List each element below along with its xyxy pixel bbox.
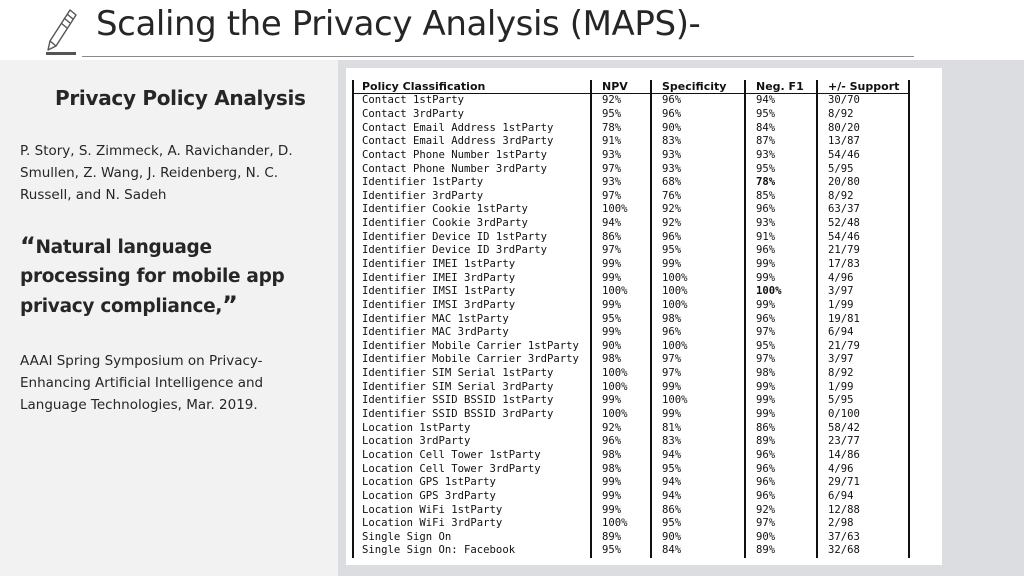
table-row: [353, 244, 909, 258]
table-row: [353, 149, 909, 163]
cell-npv: 78%: [591, 121, 651, 135]
cell-specificity: 93%: [651, 149, 745, 163]
table-row: [353, 94, 909, 108]
cell-support: 8/92: [817, 367, 909, 381]
open-quote-mark: “: [20, 232, 36, 260]
paper-title-text: Natural language processing for mobile app privacy compliance,: [20, 237, 285, 317]
cell-classification: Contact Email Address 3rdParty: [353, 135, 591, 149]
cell-classification: Identifier 3rdParty: [353, 189, 591, 203]
cell-neg-f1: 87%: [745, 135, 817, 149]
cell-classification: Single Sign On: [353, 531, 591, 545]
cell-specificity: 96%: [651, 326, 745, 340]
table-row: [353, 108, 909, 122]
cell-neg-f1: 84%: [745, 121, 817, 135]
cell-support: 8/92: [817, 189, 909, 203]
table-row: [353, 271, 909, 285]
cell-classification: Contact Phone Number 3rdParty: [353, 162, 591, 176]
cell-neg-f1: 93%: [745, 149, 817, 163]
cell-npv: 94%: [591, 217, 651, 231]
cell-neg-f1: 95%: [745, 108, 817, 122]
cell-neg-f1: 97%: [745, 326, 817, 340]
cell-specificity: 95%: [651, 462, 745, 476]
cell-support: 29/71: [817, 476, 909, 490]
cell-support: 6/94: [817, 326, 909, 340]
cell-npv: 99%: [591, 326, 651, 340]
cell-neg-f1: 89%: [745, 435, 817, 449]
pencil-icon: [42, 8, 80, 58]
table-row: [353, 380, 909, 394]
cell-classification: Contact 1stParty: [353, 94, 591, 108]
cell-support: 2/98: [817, 517, 909, 531]
cell-specificity: 83%: [651, 435, 745, 449]
table-row: [353, 312, 909, 326]
cell-npv: 99%: [591, 299, 651, 313]
cell-neg-f1: 86%: [745, 421, 817, 435]
cell-support: 1/99: [817, 380, 909, 394]
cell-specificity: 90%: [651, 531, 745, 545]
cell-support: 30/70: [817, 94, 909, 108]
cell-npv: 100%: [591, 408, 651, 422]
cell-classification: Identifier IMEI 1stParty: [353, 258, 591, 272]
cell-neg-f1: 85%: [745, 189, 817, 203]
cell-neg-f1: 97%: [745, 517, 817, 531]
cell-specificity: 97%: [651, 353, 745, 367]
title-divider: [82, 56, 914, 57]
cell-support: 52/48: [817, 217, 909, 231]
cell-specificity: 86%: [651, 503, 745, 517]
cell-neg-f1: 96%: [745, 312, 817, 326]
section-subtitle: Privacy Policy Analysis: [55, 86, 306, 110]
cell-specificity: 92%: [651, 217, 745, 231]
cell-classification: Identifier Mobile Carrier 1stParty: [353, 340, 591, 354]
table-row: [353, 367, 909, 381]
table-row: [353, 189, 909, 203]
cell-support: 21/79: [817, 244, 909, 258]
table-row: [353, 299, 909, 313]
cell-support: 13/87: [817, 135, 909, 149]
cell-npv: 92%: [591, 421, 651, 435]
cell-classification: Location Cell Tower 3rdParty: [353, 462, 591, 476]
cell-npv: 100%: [591, 380, 651, 394]
paper-title-quote: [20, 232, 320, 321]
cell-neg-f1: 99%: [745, 380, 817, 394]
header-specificity: Specificity: [651, 80, 745, 94]
cell-specificity: 93%: [651, 162, 745, 176]
cell-npv: 93%: [591, 149, 651, 163]
cell-neg-f1: 93%: [745, 217, 817, 231]
table-row: [353, 230, 909, 244]
cell-neg-f1: 96%: [745, 203, 817, 217]
results-table-panel: [346, 68, 942, 565]
table-row: [353, 353, 909, 367]
cell-neg-f1: 89%: [745, 544, 817, 558]
cell-npv: 99%: [591, 503, 651, 517]
cell-specificity: 95%: [651, 244, 745, 258]
table-row: [353, 544, 909, 558]
cell-support: 32/68: [817, 544, 909, 558]
cell-support: 4/96: [817, 462, 909, 476]
cell-npv: 97%: [591, 162, 651, 176]
cell-specificity: 100%: [651, 340, 745, 354]
cell-specificity: 68%: [651, 176, 745, 190]
cell-neg-f1: 96%: [745, 490, 817, 504]
cell-support: 3/97: [817, 285, 909, 299]
table-row: [353, 340, 909, 354]
cell-neg-f1: 96%: [745, 244, 817, 258]
cell-classification: Identifier MAC 3rdParty: [353, 326, 591, 340]
table-row: [353, 449, 909, 463]
table-row: [353, 394, 909, 408]
cell-specificity: 99%: [651, 408, 745, 422]
table-row: [353, 203, 909, 217]
cell-neg-f1: 96%: [745, 462, 817, 476]
cell-npv: 100%: [591, 285, 651, 299]
cell-npv: 98%: [591, 462, 651, 476]
cell-specificity: 81%: [651, 421, 745, 435]
cell-specificity: 100%: [651, 299, 745, 313]
cell-specificity: 90%: [651, 121, 745, 135]
cell-neg-f1: 99%: [745, 258, 817, 272]
cell-specificity: 99%: [651, 380, 745, 394]
cell-npv: 92%: [591, 94, 651, 108]
cell-classification: Identifier 1stParty: [353, 176, 591, 190]
cell-support: 3/97: [817, 353, 909, 367]
cell-classification: Location WiFi 1stParty: [353, 503, 591, 517]
cell-neg-f1: 78%: [745, 176, 817, 190]
table-row: [353, 421, 909, 435]
cell-specificity: 94%: [651, 490, 745, 504]
table-row: [353, 476, 909, 490]
cell-neg-f1: 95%: [745, 162, 817, 176]
cell-neg-f1: 90%: [745, 531, 817, 545]
cell-npv: 90%: [591, 340, 651, 354]
cell-classification: Identifier SSID BSSID 3rdParty: [353, 408, 591, 422]
cell-specificity: 84%: [651, 544, 745, 558]
cell-specificity: 96%: [651, 108, 745, 122]
cell-support: 20/80: [817, 176, 909, 190]
cell-support: 54/46: [817, 149, 909, 163]
cell-npv: 99%: [591, 271, 651, 285]
cell-support: 63/37: [817, 203, 909, 217]
cell-specificity: 100%: [651, 394, 745, 408]
cell-classification: Location GPS 3rdParty: [353, 490, 591, 504]
cell-classification: Identifier Device ID 1stParty: [353, 230, 591, 244]
header-support: +/- Support: [817, 80, 909, 94]
cell-neg-f1: 99%: [745, 299, 817, 313]
table-row: [353, 326, 909, 340]
cell-npv: 99%: [591, 476, 651, 490]
cell-npv: 99%: [591, 258, 651, 272]
cell-specificity: 96%: [651, 230, 745, 244]
cell-npv: 95%: [591, 108, 651, 122]
cell-specificity: 97%: [651, 367, 745, 381]
page-title: Scaling the Privacy Analysis (MAPS)-: [96, 4, 701, 44]
cell-neg-f1: 92%: [745, 503, 817, 517]
cell-specificity: 98%: [651, 312, 745, 326]
cell-classification: Contact Phone Number 1stParty: [353, 149, 591, 163]
cell-npv: 98%: [591, 449, 651, 463]
cell-specificity: 92%: [651, 203, 745, 217]
cell-specificity: 95%: [651, 517, 745, 531]
cell-npv: 97%: [591, 189, 651, 203]
cell-neg-f1: 98%: [745, 367, 817, 381]
cell-neg-f1: 91%: [745, 230, 817, 244]
table-header-row: [353, 80, 909, 94]
cell-support: 1/99: [817, 299, 909, 313]
cell-classification: Identifier SIM Serial 1stParty: [353, 367, 591, 381]
cell-npv: 95%: [591, 312, 651, 326]
cell-classification: Identifier SSID BSSID 1stParty: [353, 394, 591, 408]
cell-classification: Identifier SIM Serial 3rdParty: [353, 380, 591, 394]
cell-specificity: 100%: [651, 271, 745, 285]
venue-text: AAAI Spring Symposium on Privacy-Enhancing Artificial Intelligence and Language Technologies, Mar. 2019.: [20, 353, 264, 413]
cell-support: 19/81: [817, 312, 909, 326]
cell-neg-f1: 96%: [745, 476, 817, 490]
cell-npv: 99%: [591, 490, 651, 504]
header-npv: NPV: [591, 80, 651, 94]
cell-classification: Identifier IMSI 1stParty: [353, 285, 591, 299]
cell-support: 21/79: [817, 340, 909, 354]
table-row: [353, 285, 909, 299]
cell-classification: Location Cell Tower 1stParty: [353, 449, 591, 463]
cell-support: 0/100: [817, 408, 909, 422]
cell-classification: Identifier MAC 1stParty: [353, 312, 591, 326]
authors-text: P. Story, S. Zimmeck, A. Ravichander, D. Smullen, Z. Wang, J. Reidenberg, N. C. Russell, and N. Sadeh: [20, 143, 293, 203]
cell-support: 6/94: [817, 490, 909, 504]
table-row: [353, 490, 909, 504]
cell-neg-f1: 96%: [745, 449, 817, 463]
cell-specificity: 94%: [651, 476, 745, 490]
cell-neg-f1: 99%: [745, 271, 817, 285]
table-row: [353, 258, 909, 272]
cell-npv: 100%: [591, 203, 651, 217]
cell-npv: 100%: [591, 517, 651, 531]
cell-specificity: 94%: [651, 449, 745, 463]
cell-npv: 86%: [591, 230, 651, 244]
cell-npv: 99%: [591, 394, 651, 408]
cell-support: 80/20: [817, 121, 909, 135]
cell-npv: 98%: [591, 353, 651, 367]
cell-classification: Location 3rdParty: [353, 435, 591, 449]
cell-support: 5/95: [817, 162, 909, 176]
cell-neg-f1: 95%: [745, 340, 817, 354]
cell-classification: Contact 3rdParty: [353, 108, 591, 122]
table-row: [353, 503, 909, 517]
cell-npv: 96%: [591, 435, 651, 449]
table-row: [353, 435, 909, 449]
cell-support: 14/86: [817, 449, 909, 463]
table-row: [353, 531, 909, 545]
cell-classification: Single Sign On: Facebook: [353, 544, 591, 558]
cell-neg-f1: 99%: [745, 408, 817, 422]
cell-classification: Location WiFi 3rdParty: [353, 517, 591, 531]
cell-npv: 89%: [591, 531, 651, 545]
cell-specificity: 96%: [651, 94, 745, 108]
cell-neg-f1: 94%: [745, 94, 817, 108]
cell-specificity: 76%: [651, 189, 745, 203]
cell-classification: Location GPS 1stParty: [353, 476, 591, 490]
cell-classification: Identifier Mobile Carrier 3rdParty: [353, 353, 591, 367]
table-row: [353, 121, 909, 135]
cell-neg-f1: 100%: [745, 285, 817, 299]
cell-npv: 91%: [591, 135, 651, 149]
cell-npv: 95%: [591, 544, 651, 558]
cell-support: 5/95: [817, 394, 909, 408]
cell-npv: 100%: [591, 367, 651, 381]
cell-npv: 93%: [591, 176, 651, 190]
cell-classification: Identifier Cookie 3rdParty: [353, 217, 591, 231]
table-body: [353, 94, 909, 558]
table-row: [353, 176, 909, 190]
cell-support: 8/92: [817, 108, 909, 122]
table-row: [353, 408, 909, 422]
cell-support: 23/77: [817, 435, 909, 449]
cell-npv: 97%: [591, 244, 651, 258]
classification-results-table: [352, 80, 910, 558]
cell-specificity: 83%: [651, 135, 745, 149]
cell-neg-f1: 97%: [745, 353, 817, 367]
cell-classification: Contact Email Address 1stParty: [353, 121, 591, 135]
table-row: [353, 135, 909, 149]
cell-classification: Identifier IMSI 3rdParty: [353, 299, 591, 313]
table-row: [353, 517, 909, 531]
table-row: [353, 217, 909, 231]
cell-support: 54/46: [817, 230, 909, 244]
close-quote-mark: ”: [222, 291, 238, 319]
cell-support: 12/88: [817, 503, 909, 517]
header-neg-f1: Neg. F1: [745, 80, 817, 94]
cell-classification: Identifier Cookie 1stParty: [353, 203, 591, 217]
table-row: [353, 162, 909, 176]
cell-classification: Location 1stParty: [353, 421, 591, 435]
cell-support: 17/83: [817, 258, 909, 272]
cell-support: 37/63: [817, 531, 909, 545]
cell-specificity: 100%: [651, 285, 745, 299]
cell-classification: Identifier Device ID 3rdParty: [353, 244, 591, 258]
cell-support: 58/42: [817, 421, 909, 435]
cell-specificity: 99%: [651, 258, 745, 272]
cell-support: 4/96: [817, 271, 909, 285]
header-policy-classification: Policy Classification: [353, 80, 591, 94]
cell-classification: Identifier IMEI 3rdParty: [353, 271, 591, 285]
table-row: [353, 462, 909, 476]
cell-neg-f1: 99%: [745, 394, 817, 408]
